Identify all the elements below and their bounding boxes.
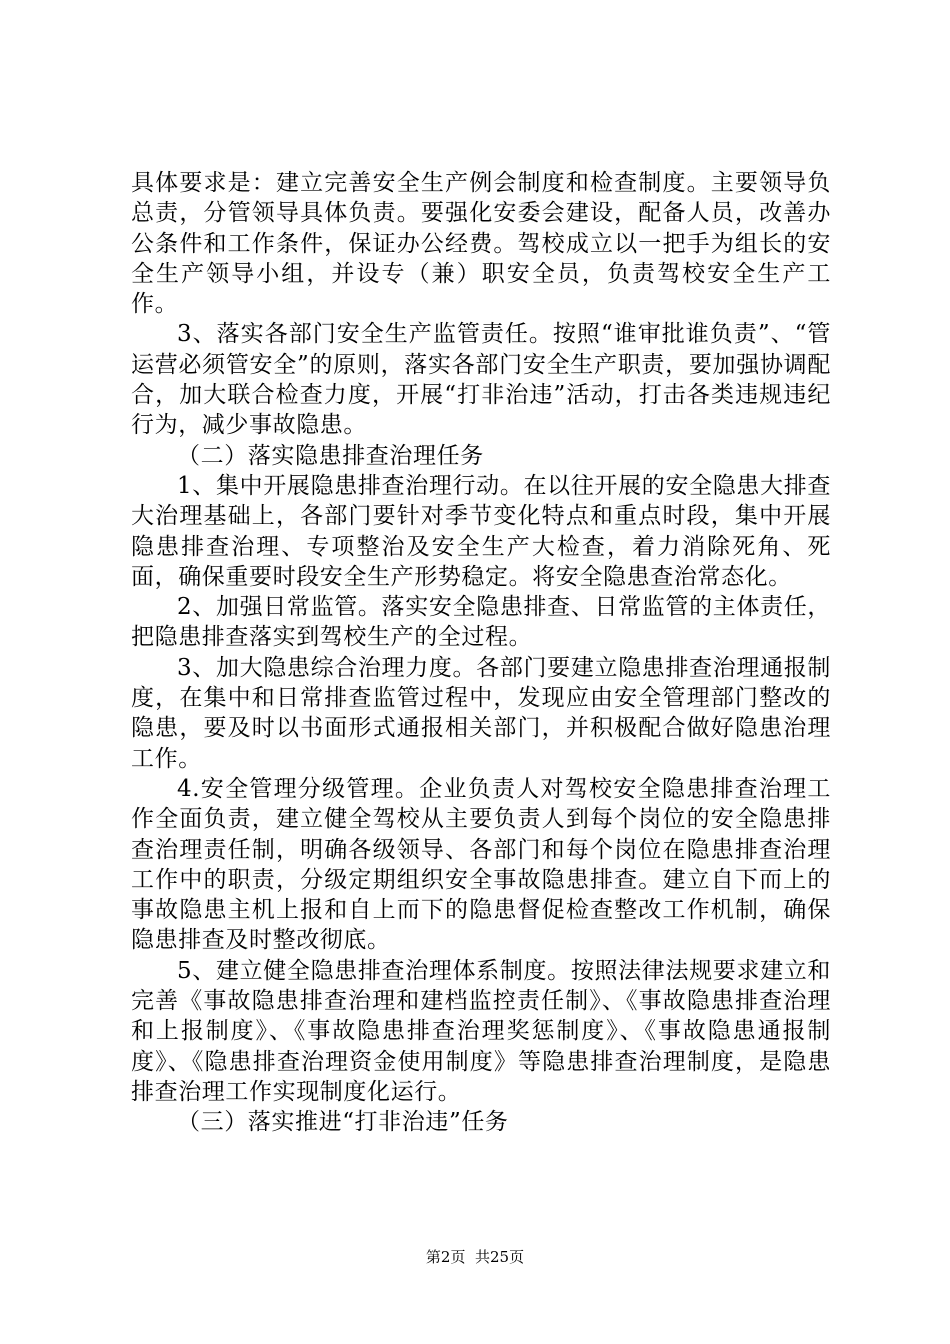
section-heading-3: （三）落实推进“打非治违”任务 — [177, 1109, 509, 1136]
page-number: 第2页 — [425, 1248, 466, 1266]
document-body — [131, 168, 831, 1138]
paragraph-item-1-hazard-campaign: 1、集中开展隐患排查治理行动。在以往开展的安全隐患大排查大治理基础上，各部门要针对季节变化特点和重点时段，集中开展隐患排查治理、专项整治及安全生产大检查，着力消除死角、死面，确保重要时段安全生产形势稳定。将安全隐患查治常态化。 — [131, 472, 831, 590]
paragraph-item-4-graded-management: 4.安全管理分级管理。企业负责人对驾校安全隐患排查治理工作全面负责，建立健全驾校从主要负责人到每个岗位的安全隐患排查治理责任制，明确各级领导、各部门和每个岗位在隐患排查治理工作中的职责，分级定期组织安全事故隐患排查。建立自下而上的事故隐患主机上报和自上而下的隐患督促检查整改工作机制，确保隐患排查及时整改彻底。 — [131, 775, 831, 954]
paragraph-item-3-department-responsibility: 3、落实各部门安全生产监管责任。按照“谁审批谁负责”、“管运营必须管安全”的原则，落实各部门安全生产职责，要加强协调配合，加大联合检查力度，开展“打非治违”活动，打击各类违规违纪行为，减少事故隐患。 — [131, 321, 831, 439]
paragraph-item-2-daily-supervision: 2、加强日常监管。落实安全隐患排查、日常监管的主体责任，把隐患排查落实到驾校生产的全过程。 — [131, 594, 831, 651]
page-footer — [0, 1246, 950, 1267]
paragraph-requirements: 具体要求是：建立完善安全生产例会制度和检查制度。主要领导负总责，分管领导具体负责。要强化安委会建设，配备人员，改善办公条件和工作条件，保证办公经费。驾校成立以一把手为组长的安全生产领导小组，并设专（兼）职安全员，负责驾校安全生产工作。 — [131, 170, 831, 318]
page-total: 共25页 — [475, 1248, 525, 1266]
paragraph-item-3-comprehensive-governance: 3、加大隐患综合治理力度。各部门要建立隐患排查治理通报制度，在集中和日常排查监管过程中，发现应由安全管理部门整改的隐患，要及时以书面形式通报相关部门，并积极配合做好隐患治理工作。 — [131, 654, 831, 772]
section-heading-2: （二）落实隐患排查治理任务 — [177, 442, 484, 469]
paragraph-item-5-system-building: 5、建立健全隐患排查治理体系制度。按照法律法规要求建立和完善《事故隐患排查治理和建档监控责任制》、《事故隐患排查治理和上报制度》、《事故隐患排查治理奖惩制度》、《事故隐患通报制度》、《隐患排查治理资金使用制度》等隐患排查治理制度，是隐患排查治理工作实现制度化运行。 — [131, 957, 831, 1105]
